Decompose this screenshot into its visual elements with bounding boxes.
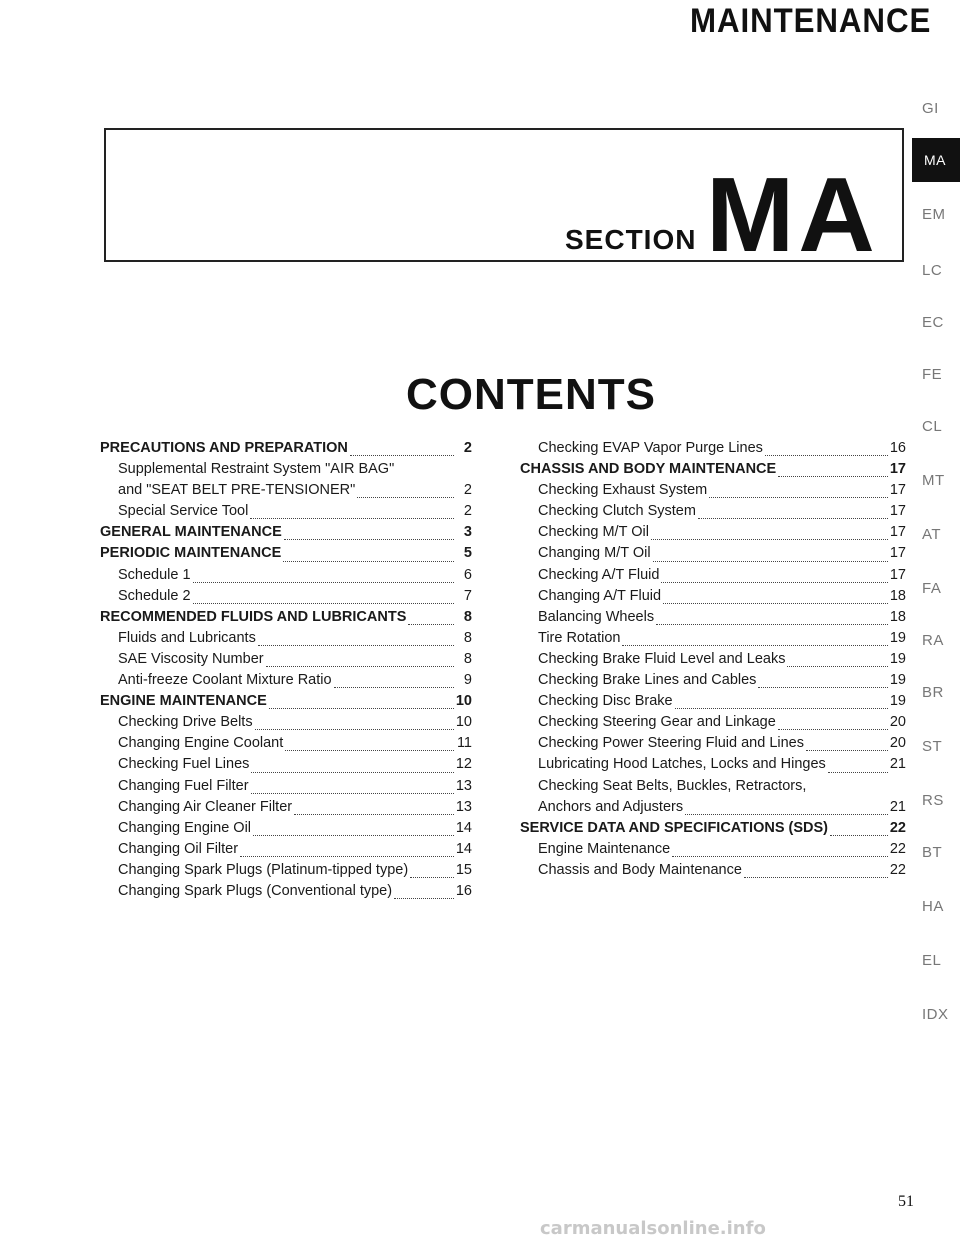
toc-leader-dots	[828, 771, 888, 773]
toc-leader-dots	[394, 897, 454, 899]
toc-entry-page: 13	[455, 777, 472, 794]
toc-entry-page: 8	[463, 608, 472, 625]
toc-entry[interactable]	[520, 482, 906, 503]
toc-left-column	[100, 440, 472, 904]
toc-entry[interactable]	[100, 714, 472, 735]
toc-leader-dots	[285, 749, 454, 751]
toc-entry-page: 17	[889, 461, 906, 478]
toc-leader-dots	[656, 623, 888, 625]
section-label: SECTION	[565, 224, 697, 255]
tab-bt[interactable]: BT	[922, 844, 943, 861]
toc-entry[interactable]	[520, 651, 906, 672]
toc-entry[interactable]	[100, 862, 472, 883]
tab-ec[interactable]: EC	[922, 314, 944, 331]
toc-entry-page: 17	[889, 503, 906, 520]
toc-entry-page: 17	[889, 482, 906, 499]
toc-leader-dots	[787, 665, 887, 667]
toc-leader-dots	[350, 454, 454, 456]
toc-leader-dots	[622, 644, 887, 646]
toc-entry[interactable]	[100, 820, 472, 841]
toc-entry-title: Changing Spark Plugs (Platinum-tipped type)	[118, 861, 409, 878]
tab-el[interactable]: EL	[922, 952, 942, 969]
toc-leader-dots	[653, 560, 888, 562]
toc-entry[interactable]	[100, 778, 472, 799]
toc-leader-dots	[685, 813, 888, 815]
toc-entry-title: Checking A/T Fluid	[538, 566, 660, 583]
toc-entry-title: Changing Air Cleaner Filter	[118, 798, 293, 815]
toc-entry[interactable]	[520, 693, 906, 714]
toc-entry-title: ENGINE MAINTENANCE	[100, 693, 267, 710]
toc-entry[interactable]	[100, 883, 472, 904]
toc-leader-dots	[709, 496, 888, 498]
toc-entry-page: 19	[889, 693, 906, 710]
toc-leader-dots	[266, 665, 454, 667]
toc-entry[interactable]	[520, 567, 906, 588]
toc-entry-page: 19	[889, 629, 906, 646]
toc-entry[interactable]	[100, 440, 472, 461]
toc-entry-page: 16	[455, 882, 472, 899]
toc-entry-title: Checking EVAP Vapor Purge Lines	[538, 440, 763, 456]
toc-entry-page: 21	[889, 756, 906, 773]
tab-br[interactable]: BR	[922, 684, 944, 701]
tab-lc[interactable]: LC	[922, 262, 943, 279]
tab-ha[interactable]: HA	[922, 898, 944, 915]
toc-entry-title: PRECAUTIONS AND PREPARATION	[100, 440, 348, 456]
toc-entry[interactable]	[520, 609, 906, 630]
toc-leader-dots	[357, 496, 454, 498]
toc-entry-title: Checking Seat Belts, Buckles, Retractors,	[538, 777, 807, 794]
toc-entry-page: 21	[889, 798, 906, 815]
toc-entry-title: and "SEAT BELT PRE-TENSIONER"	[118, 482, 356, 499]
toc-entry[interactable]	[100, 756, 472, 777]
toc-right-column	[520, 440, 906, 883]
toc-entry-title: Checking Power Steering Fluid and Lines	[538, 735, 804, 752]
toc-entry-page: 10	[455, 693, 472, 710]
toc-leader-dots	[255, 728, 454, 730]
toc-entry-title: PERIODIC MAINTENANCE	[100, 545, 282, 562]
toc-leader-dots	[193, 602, 454, 604]
toc-entry-page: 14	[455, 840, 472, 857]
tab-ra[interactable]: RA	[922, 632, 944, 649]
toc-entry[interactable]	[100, 545, 472, 566]
toc-entry-title: Changing A/T Fluid	[538, 587, 662, 604]
toc-entry-page: 10	[455, 714, 472, 731]
tab-fe[interactable]: FE	[922, 366, 943, 383]
toc-entry[interactable]	[520, 862, 906, 883]
toc-leader-dots	[408, 623, 454, 625]
toc-entry[interactable]	[100, 799, 472, 820]
toc-entry-page: 2	[463, 482, 472, 499]
toc-leader-dots	[778, 728, 888, 730]
toc-leader-dots	[251, 792, 454, 794]
toc-entry-page: 22	[889, 861, 906, 878]
toc-leader-dots	[240, 855, 454, 857]
toc-entry-page: 5	[463, 545, 472, 562]
toc-entry[interactable]	[100, 609, 472, 630]
toc-entry-page: 11	[456, 735, 472, 752]
toc-entry-title: Special Service Tool	[118, 503, 249, 520]
toc-leader-dots	[258, 644, 454, 646]
toc-leader-dots	[251, 771, 453, 773]
contents-heading: CONTENTS	[406, 370, 656, 419]
toc-entry[interactable]	[100, 461, 472, 482]
toc-entry-title: Checking Fuel Lines	[118, 756, 250, 773]
toc-entry[interactable]	[100, 482, 472, 503]
toc-entry-page: 18	[889, 608, 906, 625]
toc-entry-title: GENERAL MAINTENANCE	[100, 524, 282, 541]
toc-entry-page: 16	[889, 440, 906, 456]
toc-entry-title: Changing Spark Plugs (Conventional type)	[118, 882, 393, 899]
toc-entry-page: 17	[889, 566, 906, 583]
toc-entry-page: 2	[463, 440, 472, 456]
toc-leader-dots	[778, 475, 888, 477]
toc-leader-dots	[765, 454, 888, 456]
toc-leader-dots	[283, 560, 454, 562]
toc-entry-title: Changing M/T Oil	[538, 545, 651, 562]
toc-entry-page: 13	[455, 798, 472, 815]
toc-entry-title: Schedule 1	[118, 566, 191, 583]
toc-entry-page: 17	[889, 545, 906, 562]
toc-leader-dots	[663, 602, 888, 604]
toc-entry[interactable]	[100, 735, 472, 756]
toc-entry-title: Checking Exhaust System	[538, 482, 708, 499]
toc-entry-title: Checking M/T Oil	[538, 524, 649, 541]
toc-entry[interactable]	[100, 524, 472, 545]
toc-entry-title: Chassis and Body Maintenance	[538, 861, 742, 878]
toc-entry-page: 7	[463, 587, 472, 604]
toc-entry[interactable]	[100, 651, 472, 672]
toc-entry-title: Schedule 2	[118, 587, 191, 604]
toc-leader-dots	[698, 517, 888, 519]
toc-entry-page: 22	[889, 840, 906, 857]
toc-entry-title: Checking Steering Gear and Linkage	[538, 714, 776, 731]
toc-entry[interactable]	[520, 503, 906, 524]
toc-leader-dots	[294, 813, 454, 815]
toc-leader-dots	[661, 581, 887, 583]
toc-entry-title: Tire Rotation	[538, 629, 621, 646]
toc-entry[interactable]	[520, 630, 906, 651]
toc-entry-page: 12	[455, 756, 472, 773]
toc-entry[interactable]	[100, 503, 472, 524]
toc-entry[interactable]	[100, 630, 472, 651]
toc-leader-dots	[253, 834, 454, 836]
toc-entry-page: 22	[889, 819, 906, 836]
toc-entry[interactable]	[100, 841, 472, 862]
toc-entry-page: 19	[889, 650, 906, 667]
toc-entry-title: Engine Maintenance	[538, 840, 671, 857]
page-number: 51	[898, 1193, 914, 1210]
toc-leader-dots	[250, 517, 454, 519]
tab-rs[interactable]: RS	[922, 792, 944, 809]
toc-entry[interactable]	[100, 588, 472, 609]
toc-entry-title: Checking Brake Fluid Level and Leaks	[538, 650, 786, 667]
tab-gi[interactable]: GI	[922, 100, 939, 117]
toc-entry-page: 17	[889, 524, 906, 541]
tab-em[interactable]: EM	[922, 206, 946, 223]
tab-ma[interactable]: MA	[912, 138, 960, 182]
toc-leader-dots	[744, 876, 888, 878]
toc-entry-page: 8	[463, 629, 472, 646]
toc-entry[interactable]	[520, 461, 906, 482]
tab-fa[interactable]: FA	[922, 580, 942, 597]
toc-entry-page: 14	[455, 819, 472, 836]
watermark: carmanualsonline.info	[540, 1218, 766, 1239]
toc-entry-page: 20	[889, 714, 906, 731]
section-code: MA	[706, 156, 879, 274]
toc-entry-title: Checking Disc Brake	[538, 693, 673, 710]
toc-entry[interactable]	[520, 714, 906, 735]
toc-entry[interactable]	[520, 588, 906, 609]
toc-leader-dots	[269, 707, 454, 709]
toc-entry[interactable]	[520, 799, 906, 820]
toc-leader-dots	[675, 707, 888, 709]
toc-entry-page: 2	[463, 503, 472, 520]
toc-entry-title: Balancing Wheels	[538, 608, 655, 625]
toc-entry-page: 9	[463, 672, 472, 689]
toc-entry-title: Changing Engine Coolant	[118, 735, 284, 752]
toc-entry-page: 20	[889, 735, 906, 752]
toc-entry-title: Supplemental Restraint System "AIR BAG"	[118, 461, 395, 478]
toc-entry[interactable]	[520, 756, 906, 777]
toc-entry[interactable]	[100, 672, 472, 693]
tab-idx[interactable]: IDX	[922, 1006, 949, 1023]
toc-leader-dots	[284, 538, 454, 540]
toc-entry[interactable]	[520, 545, 906, 566]
toc-entry[interactable]	[520, 820, 906, 841]
toc-entry-title: Lubricating Hood Latches, Locks and Hinges	[538, 756, 826, 773]
toc-entry-title: Checking Drive Belts	[118, 714, 253, 731]
toc-entry[interactable]	[520, 440, 906, 461]
toc-entry[interactable]	[520, 672, 906, 693]
tab-at[interactable]: AT	[922, 526, 942, 543]
toc-entry-page: 15	[455, 861, 472, 878]
toc-entry-title: Checking Clutch System	[538, 503, 696, 520]
toc-entry-page: 18	[889, 587, 906, 604]
tab-cl[interactable]: CL	[922, 418, 943, 435]
toc-entry[interactable]	[100, 567, 472, 588]
toc-entry[interactable]	[520, 735, 906, 756]
toc-entry-title: Anti-freeze Coolant Mixture Ratio	[118, 672, 332, 689]
manual-title: MAINTENANCE	[690, 2, 932, 40]
toc-leader-dots	[193, 581, 454, 583]
toc-leader-dots	[410, 876, 454, 878]
toc-leader-dots	[651, 538, 888, 540]
tab-st[interactable]: ST	[922, 738, 943, 755]
toc-entry[interactable]	[520, 524, 906, 545]
toc-leader-dots	[806, 749, 888, 751]
toc-entry-page: 8	[463, 650, 472, 667]
toc-entry-title: Checking Brake Lines and Cables	[538, 672, 757, 689]
toc-leader-dots	[334, 686, 454, 688]
toc-entry-title: SAE Viscosity Number	[118, 650, 264, 667]
toc-entry-title: Anchors and Adjusters	[538, 798, 684, 815]
toc-entry-page: 6	[463, 566, 472, 583]
toc-entry-title: Changing Fuel Filter	[118, 777, 249, 794]
toc-leader-dots	[672, 855, 888, 857]
tab-mt[interactable]: MT	[922, 472, 945, 489]
toc-entry[interactable]	[520, 778, 906, 799]
toc-entry-title: CHASSIS AND BODY MAINTENANCE	[520, 461, 777, 478]
toc-entry[interactable]	[520, 841, 906, 862]
toc-entry-title: Changing Engine Oil	[118, 819, 252, 836]
toc-entry-title: Changing Oil Filter	[118, 840, 239, 857]
toc-entry[interactable]	[100, 693, 472, 714]
toc-entry-title: SERVICE DATA AND SPECIFICATIONS (SDS)	[520, 819, 829, 836]
toc-leader-dots	[758, 686, 887, 688]
toc-entry-title: Fluids and Lubricants	[118, 629, 256, 646]
toc-entry-page: 19	[889, 672, 906, 689]
toc-leader-dots	[830, 834, 888, 836]
toc-entry-page: 3	[463, 524, 472, 541]
toc-entry-title: RECOMMENDED FLUIDS AND LUBRICANTS	[100, 608, 407, 625]
